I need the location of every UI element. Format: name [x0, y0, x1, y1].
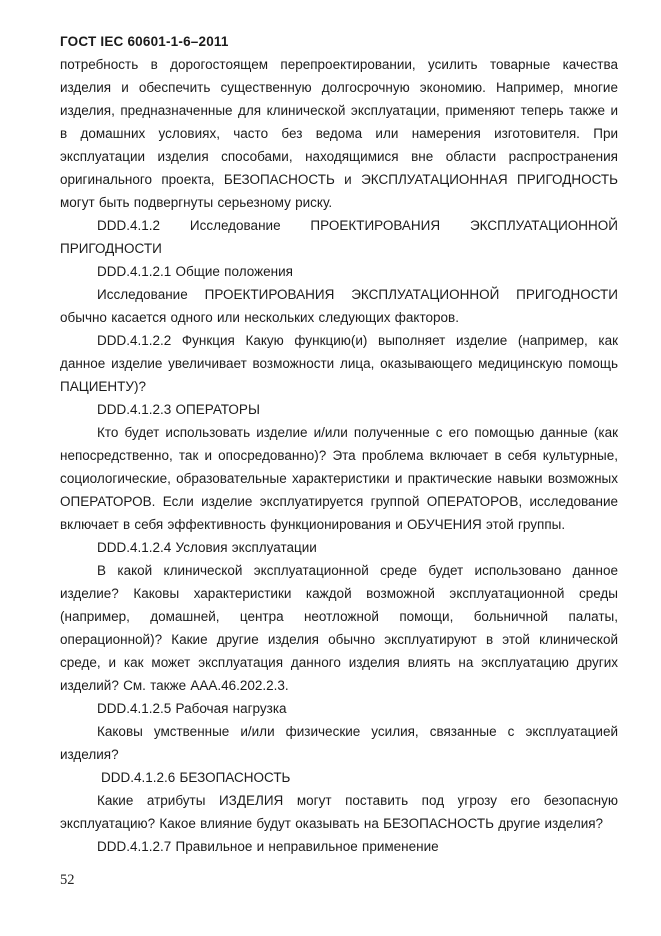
document-header: ГОСТ IEC 60601-1-6–2011 — [60, 34, 229, 49]
paragraph-clause-ddd-4-1-2-3: DDD.4.1.2.3 ОПЕРАТОРЫ — [97, 402, 260, 417]
paragraph-clause-ddd-4-1-2-1: DDD.4.1.2.1 Общие положения — [97, 264, 293, 279]
paragraph-body-environment: В какой клинической эксплуатационной среде будет использовано данное изделие? Каковы характеристики каждой возможной эксплуатационной среды (например, домашней, центра неотложной помощи, больничной палаты, операционной)? Какие другие изделия обычно эксплуатируют в этой клинической среде, и как может эксплуатация данного изделия влиять на эксплуатацию других изделий? См. также AAA.46.202.2.3. — [60, 563, 618, 693]
paragraph-clause-ddd-4-1-2-5: DDD.4.1.2.5 Рабочая нагрузка — [97, 701, 287, 716]
page-number: 52 — [60, 872, 75, 888]
paragraph-clause-ddd-4-1-2-6: DDD.4.1.2.6 БЕЗОПАСНОСТЬ — [101, 770, 291, 785]
paragraph-body-operators: Кто будет использовать изделие и/или полученные с его помощью данные (как непосредственно, так и опосредованно)? Эта проблема включает в себя культурные, социологические, образовательные характеристики и практические навыки возможных ОПЕРАТОРОВ. Если изделие эксплуатируется группой ОПЕРАТОРОВ, исследование включает в себя эффективность функционирования и ОБУЧЕНИЯ этой группы. — [60, 425, 618, 532]
paragraph-clause-ddd-4-1-2-7: DDD.4.1.2.7 Правильное и неправильное применение — [97, 839, 439, 854]
paragraph-clause-ddd-4-1-2-4: DDD.4.1.2.4 Условия эксплуатации — [97, 540, 317, 555]
paragraph-body-general: Исследование ПРОЕКТИРОВАНИЯ ЭКСПЛУАТАЦИОННОЙ ПРИГОДНОСТИ обычно касается одного или нескольких следующих факторов. — [60, 287, 618, 325]
paragraph-continuation: потребность в дорогостоящем перепроектировании, усилить товарные качества изделия и обеспечить существенную долгосрочную экономию. Например, многие изделия, предназначенные для клинической эксплуатации, применяют теперь также и в домашних условиях, часто без ведома или намерения изготовителя. При эксплуатации изделия способами, находящимися вне области распространения оригинального проекта, БЕЗОПАСНОСТЬ и ЭКСПЛУАТАЦИОННАЯ ПРИГОДНОСТЬ могут быть подвергнуты серьезному риску. — [60, 57, 618, 210]
paragraph-body-workload: Каковы умственные и/или физические усилия, связанные с эксплуатацией изделия? — [60, 724, 618, 762]
document-content — [60, 30, 618, 858]
paragraph-clause-ddd-4-1-2: DDD.4.1.2 Исследование ПРОЕКТИРОВАНИЯ ЭКСПЛУАТАЦИОННОЙ ПРИГОДНОСТИ — [60, 218, 618, 256]
paragraph-clause-ddd-4-1-2-2: DDD.4.1.2.2 Функция Какую функцию(и) выполняет изделие (например, как данное изделие увеличивает возможности лица, оказывающего медицинскую помощь ПАЦИЕНТУ)? — [60, 333, 618, 394]
paragraph-body-safety: Какие атрибуты ИЗДЕЛИЯ могут поставить под угрозу его безопасную эксплуатацию? Какое влияние будут оказывать на БЕЗОПАСНОСТЬ другие изделия? — [60, 793, 618, 831]
